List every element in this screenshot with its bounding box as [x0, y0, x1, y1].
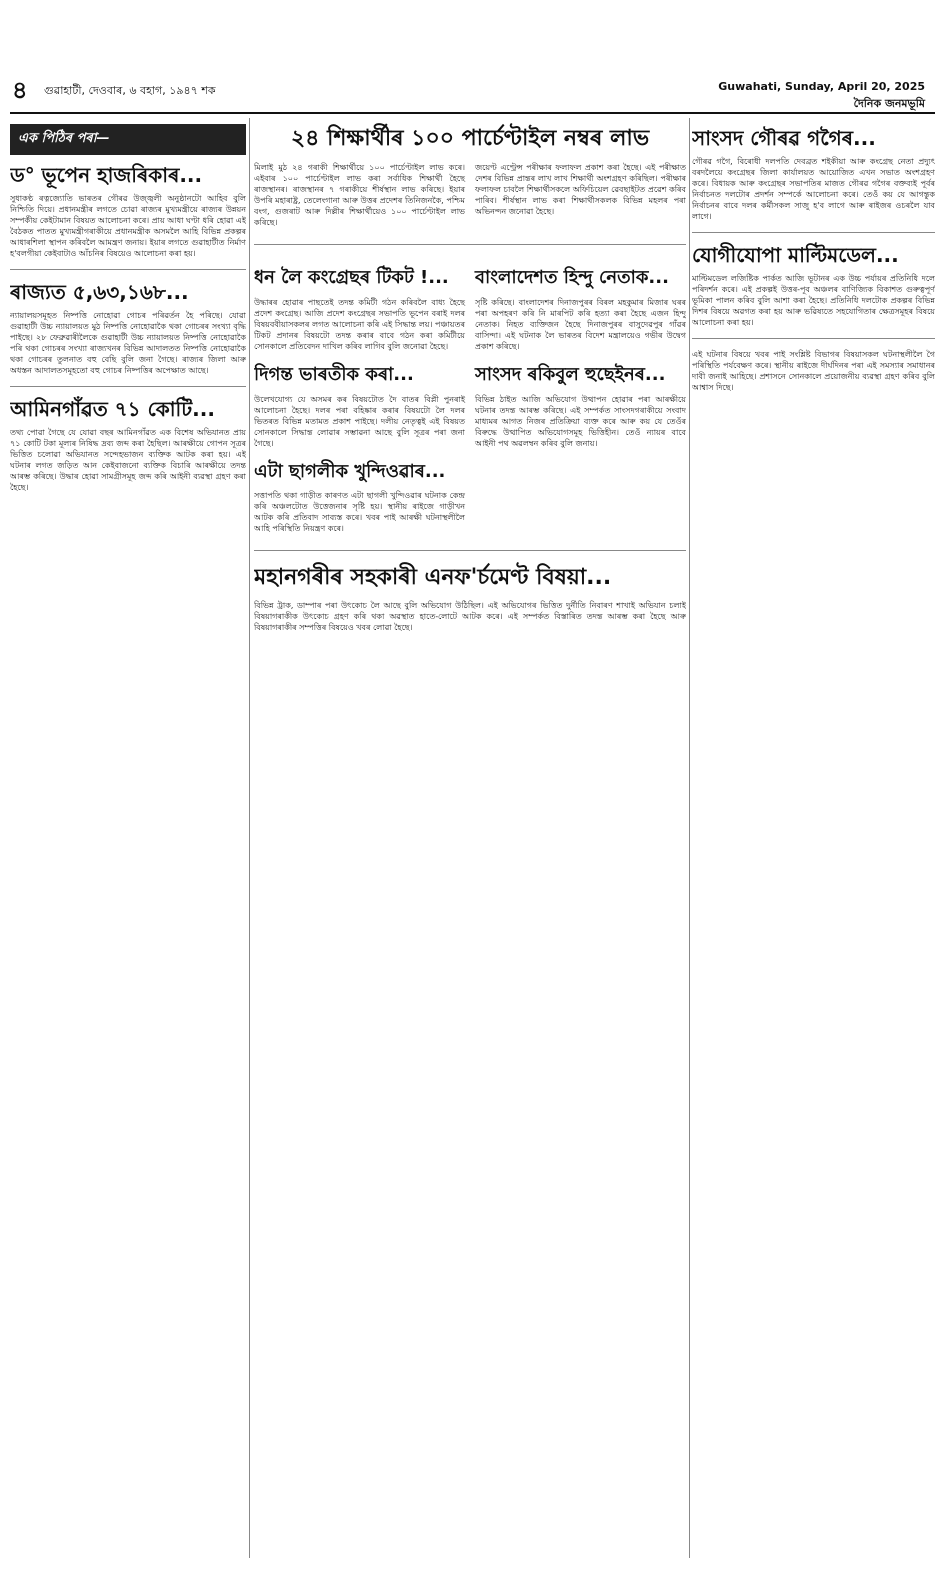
article-body: বিভিন্ন ট্ৰাক, ডাম্পাৰ পৰা উৎকোচ লৈ আছে বুলি অভিযোগ উঠিছিল। এই অভিযোগৰ ভিত্তিত দুৰ্নীতি নিবাৰণ শাখাই অভিযান চলাই বিষয়াগৰাকীক উৎকোচ গ্ৰহণ কৰি থকা অৱস্থাত হাতে-লোটে আটক কৰে। এই সম্পৰ্কত বিস্তাৰিত তদন্ত আৰম্ভ কৰা হৈছে আৰু বিষয়াগৰাকীৰ সম্পত্তিৰ বিষয়েও খবৰ লোৱা হৈছে।	[254, 600, 686, 632]
article-headline: সাংসদ গৌৰৱ গগৈৰ...	[692, 126, 876, 150]
article-body: জয়েণ্ট এণ্ট্ৰেন্স পৰীক্ষাৰ ফলাফল প্ৰকাশ কৰা হৈছে। এই পৰীক্ষাত দেশৰ বিভিন্ন প্ৰান্তৰ লাখ লাখ শিক্ষাৰ্থী অংশগ্ৰহণ কৰিছিল। পৰীক্ষাৰ ফলাফল চাবলৈ শিক্ষাৰ্থীসকলে অফিচিয়েল ৱেবছাইটত প্ৰৱেশ কৰিব পাৰিব। শীৰ্ষস্থান লাভ কৰা শিক্ষাৰ্থীসকলক বিভিন্ন মহলৰ পৰা অভিনন্দন জনোৱা হৈছে।	[475, 163, 686, 217]
header-rule	[10, 112, 935, 114]
article-body: সৃষ্টি কৰিছে। বাংলাদেশৰ দিনাজপুৰৰ বিৰল মহকুমাৰ মিজাৰ ঘৰৰ পৰা অপহৰণ কৰি নি মাৰপিট কৰি হত্যা কৰা হৈছে এজন হিন্দু নেতাক। নিহত ব্যক্তিজন হৈছে দিনাজপুৰৰ বাসুদেৱপুৰ গাঁৱৰ বাসিন্দা। এই ঘটনাক লৈ ভাৰতৰ বিদেশ মন্ত্ৰালয়েও গভীৰ উদ্বেগ প্ৰকাশ কৰিছে।	[475, 297, 686, 351]
divider	[10, 269, 246, 270]
article	[10, 280, 246, 376]
divider	[692, 232, 935, 233]
article-body: উদ্ধাৰৰ হোৱাৰ পাছতেই তদন্ত কমিটী গঠন কৰিবলৈ বাধ্য হৈছে প্ৰদেশ কংগ্ৰেছ। আজি প্ৰদেশ কংগ্ৰেছৰ সভাপতি ভূপেন বৰাই দলৰ বিষয়ববীয়াসকলৰ লগত আলোচনা কৰি এই সিদ্ধান্ত লয়। পঞ্চায়তৰ টিকট প্ৰদানৰ বিষয়টো তদন্ত কৰাৰ বাবে গঠন কৰা কমিটীয়ে সোনকালে প্ৰতিবেদন দাখিল কৰিব লাগিব বুলি জনোৱা হৈছে।	[254, 297, 465, 351]
article-body: সত্তাপতি থকা গাড়ীত কাৰণত এটা ছাগলী খুন্দিওৱাৰ ঘটনাক কেন্দ্ৰ কৰি অঞ্চলটোত উত্তেজনাৰ সৃষ্টি হয়। স্থানীয় ৰাইজে গাড়ীখন আটক কৰি প্ৰতিবাদ সাব্যস্ত কৰে। খবৰ পাই আৰক্ষী ঘটনাস্থলীলৈ আহি পৰিস্থিতি নিয়ন্ত্ৰণ কৰে।	[254, 491, 465, 534]
article-headline: ড° ভূপেন হাজৰিকাৰ...	[10, 163, 203, 187]
article-body: বিভিন্ন ঠাইত আজি অভিযোগ উত্থাপন হোৱাৰ পৰা আৰক্ষীয়ে ঘটনাৰ তদন্ত আৰম্ভ কৰিছে। এই সম্পৰ্কত সাংসদগৰাকীয়ে সংবাদ মাধ্যমৰ আগত নিজৰ প্ৰতিক্ৰিয়া ব্যক্ত কৰে আৰু কয় যে তেওঁৰ বিৰুদ্ধে উত্থাপিত অভিযোগসমূহ ভিত্তিহীন। তেওঁ ন্যায়ৰ বাবে আইনী পথ অৱলম্বন কৰিব বুলি জনায়।	[475, 394, 686, 448]
date-english: Guwahati, Sunday, April 20, 2025	[718, 80, 925, 93]
article-body: এই ঘটনাৰ বিষয়ে খবৰ পাই সংশ্লিষ্ট বিভাগৰ বিষয়াসকল ঘটনাস্থলীলৈ গৈ পৰিস্থিতি পৰ্যবেক্ষণ কৰে। স্থানীয় ৰাইজে দীৰ্ঘদিনৰ পৰা এই সমস্যাৰ সমাধানৰ দাবী জনাই আহিছে। প্ৰশাসনে সোনকালে প্ৰয়োজনীয় ব্যৱস্থা গ্ৰহণ কৰিব বুলি আশ্বাস দিছে।	[692, 350, 935, 392]
divider	[692, 338, 935, 339]
article-headline: ৰাজ্যত ৫,৬৩,১৬৮...	[10, 280, 189, 304]
divider	[10, 386, 246, 387]
page-number: ৪	[12, 76, 28, 104]
article-headline: মহানগৰীৰ সহকাৰী এনফ'ৰ্চমেণ্ট বিষয়া...	[254, 565, 612, 591]
article	[254, 565, 686, 632]
masthead: দৈনিক জনমভূমি	[853, 97, 925, 110]
article-headline: এটা ছাগলীক খুন্দিওৱাৰ...	[254, 460, 446, 482]
article-body: সুধাকণ্ঠ ৰত্নজ্যোতি ভাৰতৰ গৌৰৱ উজ্জ্বলী অনুষ্ঠানটো আহিব বুলি নিশ্চিতি দিয়ে। প্ৰধানমন্ত্ৰীৰ লগতে চোৱা ৰাজ্যৰ মুখ্যমন্ত্ৰীয়ে ৰাজ্যৰ উন্নয়ন সম্পৰ্কীয় কেইটামান বিষয়ত আলোচনা কৰে। প্ৰায় আধা ঘণ্টা ধৰি হোৱা এই বৈঠকত পাতত মুখ্যমন্ত্ৰীগৰাকীয়ে প্ৰধানমন্ত্ৰীক অসমলৈ আহি বিভিন্ন প্ৰকল্পৰ আধাৰশিলা স্থাপন কৰিবলৈ আমন্ত্ৰণ জনায়। ইয়াৰ লগতে গুৱাহাটীত নিৰ্মাণ হ'বলগীয়া কেইবাটাও আঁচনিৰ বিষয়েও আলোচনা কৰা হয়।	[10, 194, 246, 258]
article-headline: ধন লৈ কংগ্ৰেছৰ টিকট !...	[254, 267, 449, 289]
article-body: তথ্য পোৱা গৈছে যে যোৱা বছৰ আমিনগাঁৱত এক বিশেষ অভিযানত প্ৰায় ৭১ কোটি টকা মূল্যৰ নিষিদ্ধ দ্ৰব্য জব্দ কৰা হৈছিল। আৰক্ষীয়ে গোপন সূত্ৰৰ ভিত্তিত চলোৱা অভিযানত সন্দেহভাজন ব্যক্তিক আটক কৰা হয়। এই ঘটনাৰ লগত জড়িত আন কেইবাজনো ব্যক্তিক বিচাৰি আৰক্ষীয়ে তদন্ত আৰম্ভ কৰিছে। উদ্ধাৰ হোৱা সামগ্ৰীসমূহ জব্দ কৰি আইনী ব্যৱস্থা গ্ৰহণ কৰা হৈছে।	[10, 428, 246, 492]
article-body: মিলাই মুঠ ২৪ গৰাকী শিক্ষাৰ্থীয়ে ১০০ পাৰ্চেণ্টাইল লাভ কৰে। এইবাৰ ১০০ পাৰ্চেণ্টাইল লাভ কৰা সৰ্বাধিক শিক্ষাৰ্থী হৈছে ৰাজস্থানৰ। ৰাজস্থানৰ ৭ গৰাকীয়ে শীৰ্ষস্থান লাভ কৰিছে। ইয়াৰ উপৰি মহাৰাষ্ট্ৰ, তেলেংগানা আৰু উত্তৰ প্ৰদেশৰ তিনিজনকৈ, পশ্চিম বংগ, গুজৰাট আৰু দিল্লীৰ শিক্ষাৰ্থীয়েও ১০০ পাৰ্চেণ্টাইল লাভ কৰিছে।	[254, 163, 465, 228]
article-headline: সাংসদ ৰকিবুল হুছেইনৰ...	[475, 363, 666, 385]
lead-headline: ২৪ শিক্ষাৰ্থীৰ ১০০ পাৰ্চেণ্টাইল নম্বৰ লাভ	[290, 126, 650, 151]
article-body: মাল্টিমডেল লজিষ্টিক পাৰ্কত আজি ভূটানৰ এক উচ্চ পৰ্যায়ৰ প্ৰতিনিধি দলে পৰিদৰ্শন কৰে। এই প্ৰকল্পই উত্তৰ-পূব অঞ্চলৰ বাণিজ্যিক বিকাশত গুৰুত্বপূৰ্ণ ভূমিকা পালন কৰিব বুলি আশা কৰা হৈছে। প্ৰতিনিধি দলটোক প্ৰকল্পৰ বিভিন্ন দিশৰ বিষয়ে অৱগত কৰা হয় আৰু ভৱিষ্যতে সহযোগিতাৰ ক্ষেত্ৰসমূহৰ বিষয়ে আলোচনা কৰা হয়।	[692, 274, 935, 327]
article	[692, 349, 935, 393]
article-headline: বাংলাদেশত হিন্দু নেতাক...	[475, 267, 669, 289]
story-row	[254, 255, 686, 540]
article	[692, 126, 935, 222]
lead-body	[254, 162, 686, 234]
article	[10, 163, 246, 259]
center-column	[254, 118, 686, 1558]
divider	[254, 244, 686, 245]
article	[692, 243, 935, 328]
article-body: ন্যায়ালয়সমূহত নিষ্পত্তি নোহোৱা গোচৰ পৰিৱৰ্তন হৈ পৰিছে। যোৱা গুৱাহাটী উচ্চ ন্যায়ালয়ত মুঠ নিষ্পত্তি নোহোৱাকৈ থকা গোচৰৰ সংখ্যা বৃদ্ধি পাইছে। ২৮ ফেব্ৰুৱাৰীলৈকে গুৱাহাটী উচ্চ ন্যায়ালয়ত নিষ্পত্তি নোহোৱাকৈ পৰি থকা গোচৰৰ সংখ্যা ৰাজ্যখনৰ বিভিন্ন আদালতত নিষ্পত্তি নোহোৱাকৈ থকা গোচৰৰ তুলনাত বহু বেছি বুলি জনা গৈছে। ৰাজ্যৰ জিলা আৰু অধস্তন আদালতসমূহতো বহু গোচৰ নিষ্পত্তিৰ অপেক্ষাত আছে।	[10, 311, 246, 375]
continued-from-front-kicker: এক পিঠিৰ পৰা—	[10, 124, 246, 155]
article-headline: আমিনগাঁৱত ৭১ কোটি...	[10, 397, 215, 421]
column-divider	[249, 118, 250, 1558]
column-divider	[689, 118, 690, 1558]
page-header	[0, 0, 945, 112]
article-body: উলেখযোগ্য যে অসমৰ কৰ বিষয়টোত দৈ বাতৰ বিপ্লী পুনৰাই আলোচনা হৈছে। দলৰ পৰা বহিষ্কাৰ কৰাৰ বিষয়টো লৈ দলৰ ভিতৰত বিভিন্ন মতামত প্ৰকাশ পাইছে। দলীয় নেতৃত্বই এই বিষয়ত সোনকালে সিদ্ধান্ত লোৱাৰ সম্ভাৱনা আছে বুলি সূত্ৰৰ পৰা জনা গৈছে।	[254, 394, 465, 448]
divider	[254, 550, 686, 551]
left-column	[10, 118, 246, 1558]
article	[10, 397, 246, 493]
article-headline: দিগন্ত ভাৰতীক কৰা...	[254, 363, 414, 385]
date-assamese: গুৱাহাটী, দেওবাৰ, ৬ বহাগ, ১৯৪৭ শক	[44, 84, 216, 97]
article-headline: যোগীযোপা মাল্টিমডেল...	[692, 243, 899, 267]
right-column	[692, 118, 935, 1558]
article-body: গৌৰৱ গগৈ, বিৰোধী দলপতি দেবব্ৰত শইকীয়া আৰু কংগ্ৰেছ নেতা প্ৰদ্যুৎ বৰদলৈয়ে কংগ্ৰেছৰ জিলা কাৰ্যালয়ত আয়োজিত এখন সভাত অংশগ্ৰহণ কৰে। বিধায়ক আৰু কংগ্ৰেছৰ সভাপতিৰ মাজত গৌৰৱ গগৈৰ বক্তব্যই পূৰ্বৰ নিৰ্বাচনত দলটোৰ প্ৰদৰ্শন সম্পৰ্কে আলোচনা কৰে। তেওঁ কয় যে আগন্তুক নিৰ্বাচনৰ বাবে দলৰ কৰ্মীসকল সাজু হ'ব লাগে আৰু ৰাইজৰ ওচৰলৈ যাব লাগে।	[692, 157, 935, 221]
